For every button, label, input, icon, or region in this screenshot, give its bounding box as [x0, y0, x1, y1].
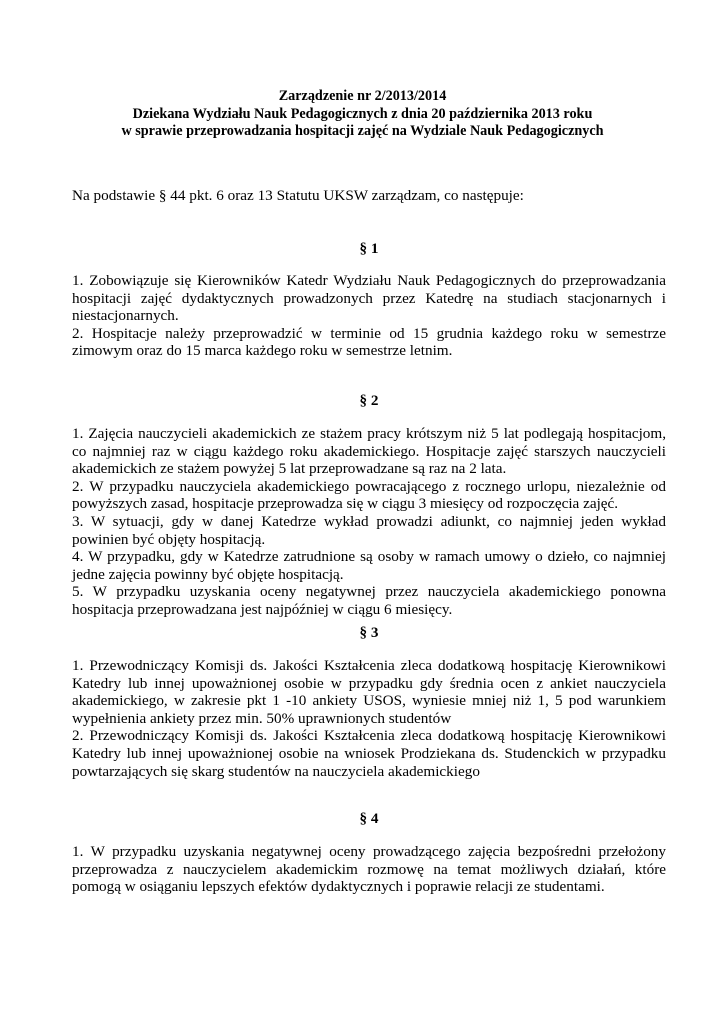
section-2-body: [72, 425, 666, 619]
title-line-1: Zarządzenie nr 2/2013/2014: [278, 88, 447, 104]
section-3-para-2: 2. Przewodniczący Komisji ds. Jakości Kształcenia zleca dodatkową hospitację Kierownikowi Katedry lub innej upoważnionej osobie na wniosek Prodziekana ds. Studenckich w przypadku powtarzających się skarg studentów na nauczyciela akademickiego: [72, 727, 666, 780]
section-1-body: [72, 272, 666, 360]
section-4-para-1: 1. W przypadku uzyskania negatywnej oceny prowadzącego zajęcia bezpośredni przełożony przeprowadza z nauczycielem akademickim rozmowę na temat możliwych działań, które pomogą w osiąganiu lepszych efektów dydaktycznych i poprawie relacji ze studentami.: [72, 843, 666, 896]
section-2-para-2: 2. W przypadku nauczyciela akademickiego powracającego z rocznego urlopu, niezależnie od powyższych zasad, hospitacje przeprowadza się w ciągu 3 miesięcy od rozpoczęcia zajęć.: [72, 477, 666, 513]
title-line-3: w sprawie przeprowadzania hospitacji zajęć na Wydziale Nauk Pedagogicznych: [121, 123, 604, 139]
section-4-heading: § 4: [359, 810, 379, 827]
section-3-heading: § 3: [359, 624, 379, 641]
section-1-para-2: 2. Hospitacje należy przeprowadzić w terminie od 15 grudnia każdego roku w semestrze zimowym oraz do 15 marca każdego roku w semestrze letnim.: [72, 324, 666, 360]
section-2-para-3: 3. W sytuacji, gdy w danej Katedrze wykład prowadzi adiunkt, co najmniej jeden wykład powinien być objęty hospitacją.: [72, 512, 666, 548]
section-3-para-1: 1. Przewodniczący Komisji ds. Jakości Kształcenia zleca dodatkową hospitację Kierownikowi Katedry lub innej upoważnionej osobie w przypadku gdy średnia ocen z ankiet nauczyciela akademickiego, w zakresie pkt 1 -10 ankiety USOS, wyniesie mniej niż 1, 5 pod warunkiem wypełnienia ankiety przez min. 50% uprawnionych studentów: [72, 657, 666, 727]
section-1-para-1: 1. Zobowiązuje się Kierowników Katedr Wydziału Nauk Pedagogicznych do przeprowadzania hospitacji zajęć dydaktycznych prowadzonych przez Katedrę na studiach stacjonarnych i niestacjonarnych.: [72, 272, 666, 325]
section-4-body: [72, 843, 666, 896]
section-2-heading: § 2: [359, 392, 379, 409]
intro-text: Na podstawie § 44 pkt. 6 oraz 13 Statutu UKSW zarządzam, co następuje:: [72, 187, 524, 204]
section-2-para-4: 4. W przypadku, gdy w Katedrze zatrudnione są osoby w ramach umowy o dzieło, co najmniej jedne zajęcia powinny być objęte hospitacją.: [72, 548, 666, 583]
section-2-para-1: 1. Zajęcia nauczycieli akademickich ze stażem pracy krótszym niż 5 lat podlegają hospitacjom, co najmniej raz w ciągu każdego roku akademickiego. Hospitacje zajęć starszych nauczycieli akademickich ze stażem powyżej 5 lat przeprowadzane są raz na 2 lata.: [72, 425, 666, 478]
document-title: [60, 88, 665, 141]
title-line-2: Dziekana Wydziału Nauk Pedagogicznych z dnia 20 października 2013 roku: [132, 105, 593, 122]
section-2-para-5: 5. W przypadku uzyskania oceny negatywnej przez nauczyciela akademickiego ponowna hospitacja przeprowadzana jest najpóźniej w ciągu 6 miesięcy.: [72, 583, 666, 618]
section-3-body: [72, 657, 666, 780]
section-1-heading: § 1: [359, 240, 379, 257]
